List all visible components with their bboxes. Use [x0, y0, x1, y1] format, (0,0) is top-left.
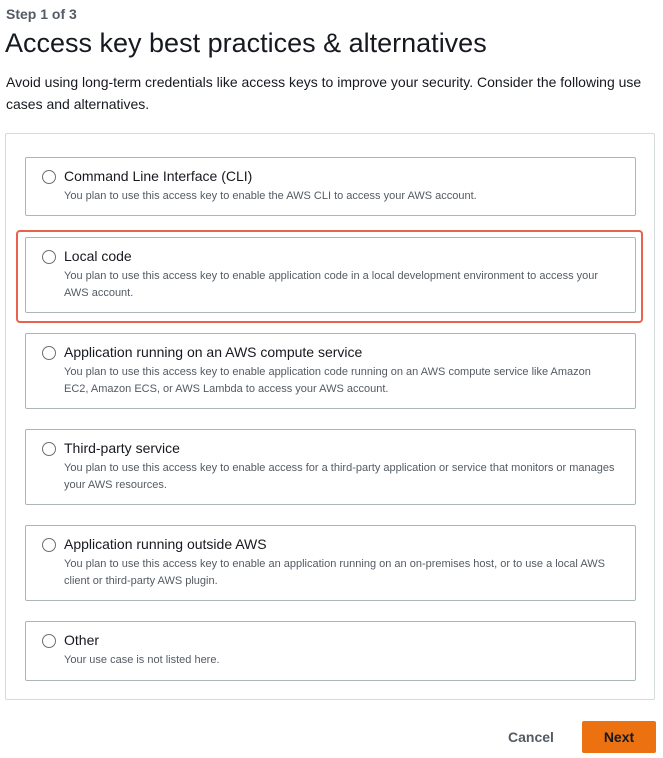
radio-button[interactable] — [42, 250, 56, 264]
option-label: Third-party service — [64, 440, 180, 456]
radio-button[interactable] — [42, 346, 56, 360]
radio-button[interactable] — [42, 442, 56, 456]
cancel-button[interactable]: Cancel — [494, 721, 568, 753]
option-label: Application running outside AWS — [64, 536, 267, 552]
option-outside-aws[interactable] — [25, 525, 636, 601]
option-description: You plan to use this access key to enable application code in a local development environment to access your AWS account. — [64, 270, 599, 299]
option-description: You plan to use this access key to enable access for a third-party application or service that monitors or manages your AWS resources. — [64, 462, 615, 491]
step-indicator: Step 1 of 3 — [6, 6, 77, 22]
option-label: Local code — [64, 248, 132, 264]
radio-button[interactable] — [42, 538, 56, 552]
option-cli[interactable] — [25, 157, 636, 216]
page-description: Avoid using long-term credentials like access keys to improve your security. Consider the following use cases and alternatives. — [6, 74, 642, 112]
option-label: Other — [64, 632, 100, 648]
radio-button[interactable] — [42, 634, 56, 648]
radio-button[interactable] — [42, 170, 56, 184]
option-description: You plan to use this access key to enable application code running on an AWS compute service like Amazon EC2, Amazon ECS, or AWS Lambda to access your AWS account. — [64, 366, 591, 395]
option-local-code[interactable] — [25, 237, 636, 313]
option-label: Command Line Interface (CLI) — [64, 168, 253, 184]
option-description: You plan to use this access key to enable an application running on an on-premises host, or to use a local AWS client or third-party AWS plugin. — [64, 558, 605, 587]
option-third-party-service[interactable] — [25, 429, 636, 505]
next-button[interactable]: Next — [582, 721, 656, 753]
option-aws-compute-service[interactable] — [25, 333, 636, 409]
option-description: Your use case is not listed here. — [64, 654, 220, 666]
option-label: Application running on an AWS compute service — [64, 344, 363, 360]
page-title: Access key best practices & alternatives — [5, 28, 487, 58]
use-case-panel — [5, 133, 655, 700]
option-description: You plan to use this access key to enable the AWS CLI to access your AWS account. — [64, 190, 477, 202]
option-other[interactable] — [25, 621, 636, 681]
